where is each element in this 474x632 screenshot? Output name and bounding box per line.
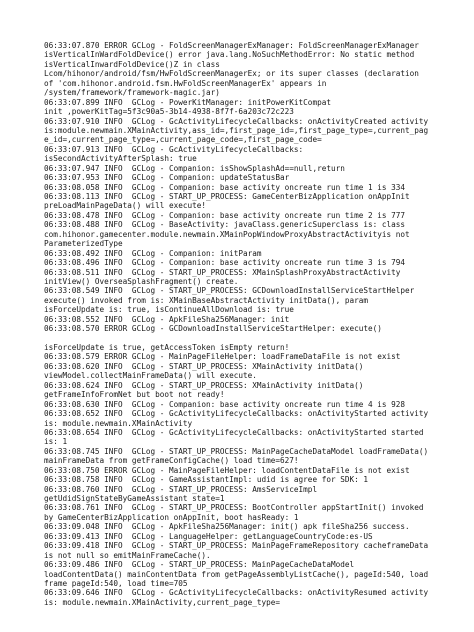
log-line: 06:33:07.953 INFO GCLog - Companion: updateStatusBar — [44, 173, 290, 183]
log-line: execute() invoked from is: XMainBaseAbstractActivity initData(), param — [44, 295, 368, 305]
log-line: 06:33:07.910 INFO GCLog - GcActivityLifecycleCallbacks: onActivityCreated activity — [44, 116, 429, 126]
log-line: ParameterizedType — [44, 239, 123, 249]
log-line: 06:33:08.478 INFO GCLog - Companion: base activity oncreate run time 2 is 777 — [44, 210, 406, 220]
log-line: 06:33:09.048 INFO GCLog - ApkFileSha256Manager: init() apk fileSha256 success. — [44, 522, 410, 532]
log-line: 06:33:07.913 INFO GCLog - GcActivityLifecycleCallbacks: — [44, 144, 304, 154]
log-line — [44, 334, 468, 343]
log-line: mainFrameData from getFrameConfigCache() load time=627! — [44, 456, 299, 466]
log-line: 06:33:09.646 INFO GCLog - GcActivityLifecycleCallbacks: onActivityResumed activity — [44, 588, 429, 598]
log-line: 06:33:08.652 INFO GCLog - GcActivityLifecycleCallbacks: onActivityStarted activity — [44, 409, 429, 419]
log-line: 06:33:08.745 INFO GCLog - START_UP_PROCESS: MainPageCacheDataModel loadFrameData() — [44, 446, 429, 456]
log-line: getUdidSignStateByGameAssistant state=1 — [44, 494, 225, 503]
log-line: 06:33:08.758 INFO GCLog - GameAssistantImpl: udid is agree for SDK: 1 — [44, 475, 368, 485]
log-line: 06:33:09.486 INFO GCLog - START_UP_PROCESS: MainPageCacheDataModel — [44, 560, 355, 570]
log-line: 06:33:07.870 ERROR GCLog - FoldScreenManagerExManager: FoldScreenManagerExManager — [44, 41, 419, 50]
log-line: /system/framework/framework-magic.jar) — [44, 88, 220, 98]
log-line: 06:33:08.579 ERROR GCLog - MainPageFileHelper: loadFrameDataFile is not exist — [44, 352, 401, 362]
log-line: 06:33:08.511 INFO GCLog - START_UP_PROCESS: XMainSplashProxyAbstractActivity — [44, 267, 401, 277]
log-line: is: 1 — [44, 437, 68, 447]
log-line: 06:33:08.630 INFO GCLog - Companion: base activity oncreate run time 4 is 928 — [44, 399, 406, 409]
log-line: frame pageId:540, load time=705 — [44, 578, 188, 588]
log-line: loadContentData() mainContentData from getPageAssemblyListCache(), pageId:540, load — [44, 569, 429, 579]
log-line: 06:33:08.654 INFO GCLog - GcActivityLifecycleCallbacks: onActivityStarted started — [44, 427, 424, 437]
log-line: getFrameInfoFromNet but boot not ready! — [44, 390, 225, 400]
log-line: of 'com.hihonor.android.fsm.HwFoldScreenManagerEx' appears in — [44, 78, 327, 88]
log-line: init ,powerKitTag=5f3c90a5-3b14-4938-8f7f-6a203c72c223 — [44, 107, 294, 117]
log-line: 06:33:07.899 INFO GCLog - PowerKitManager: initPowerKitCompat — [44, 97, 331, 107]
log-line: is: module.newmain.XMainActivity,current_page_type= — [44, 597, 281, 607]
log-line: 06:33:08.113 INFO GCLog - START_UP_PROCESS: GameCenterBizApplication onAppInit — [44, 192, 410, 201]
log-line: viewModel.collectMainFrameData() will execute. — [44, 371, 257, 381]
log-line: 06:33:08.750 ERROR GCLog - MainPageFileHelper: loadContentDataFile is not exist — [44, 465, 410, 475]
log-line: isForceUpdate is: true, isContinueAllDownload is: true — [44, 305, 294, 315]
log-line: com.hihonor.gamecenter.module.newmain.XMainPopWindowProxyAbstractActivityis not — [44, 229, 410, 239]
log-line: e_id=,current_page_type=,current_page_code=,first_page_code= — [44, 135, 322, 145]
log-line: 06:33:08.492 INFO GCLog - Companion: initParam — [44, 248, 262, 258]
log-line: 06:33:08.570 ERROR GCLog - GCDownloadInstallServiceStartHelper: execute() — [44, 324, 382, 334]
log-line: isVerticalInWardFoldDevice() error java.lang.NoSuchMethodError: No static method — [44, 50, 415, 60]
log-line: preLoadMainPageData() will execute! — [44, 201, 206, 211]
log-line: 06:33:08.624 INFO GCLog - START_UP_PROCESS: XMainActivity initData() — [44, 380, 364, 390]
log-line: 06:33:09.413 INFO GCLog - LanguageHelper: getLanguageCountryCode:es-US — [44, 531, 373, 541]
log-line: 06:33:09.418 INFO GCLog - START_UP_PROCESS: MainPageFrameRepository cacheframeData — [44, 541, 429, 551]
log-line: is:module.newmain.XMainActivity,ass_id=,first_page_id=,first_page_type=,current_pag — [44, 125, 429, 135]
log-line: 06:33:08.058 INFO GCLog - Companion: base activity oncreate run time 1 is 334 — [44, 182, 406, 192]
log-line: 06:33:08.552 INFO GCLog - ApkFileSha256Manager: init — [44, 314, 290, 324]
log-line: is: module.newmain.XMainActivity — [44, 418, 193, 428]
log-line: 06:33:08.488 INFO GCLog - BaseActivity: javaClass.genericSuperclass is: class — [44, 220, 406, 230]
log-line: isVerticalInwardFoldDevice()Z in class — [44, 59, 220, 69]
log-line: Lcom/hihonor/android/fsm/HwFoldScreenManagerEx; or its super classes (declaration — [44, 69, 419, 79]
log-line: is not null so emitMainFrameCache(). — [44, 550, 211, 560]
log-line: 06:33:08.760 INFO GCLog - START_UP_PROCESS: AmsServiceImpl — [44, 484, 318, 494]
log-text-block — [44, 41, 468, 607]
log-line: by GameCenterBizApplication onAppInit, boot hasReady: 1 — [44, 512, 299, 522]
log-line: isSecondActivityAfterSplash: true — [44, 154, 197, 164]
log-line: isForceUpdate is true, getAccessToken isEmpty return! — [44, 343, 290, 352]
log-line: 06:33:08.761 INFO GCLog - START_UP_PROCESS: BootController appStartInit() invoked — [44, 503, 424, 513]
log-line: initView() OverseaSplashFragment() create. — [44, 276, 239, 286]
log-line: 06:33:08.620 INFO GCLog - START_UP_PROCESS: XMainActivity initData() — [44, 361, 364, 371]
log-line: 06:33:08.549 INFO GCLog - START_UP_PROCESS: GCDownloadInstallServiceStartHelper — [44, 286, 415, 296]
log-line: 06:33:07.947 INFO GCLog - Companion: isShowSplashAd==null,return — [44, 163, 345, 173]
log-line: 06:33:08.496 INFO GCLog - Companion: base activity oncreate run time 3 is 794 — [44, 258, 406, 268]
